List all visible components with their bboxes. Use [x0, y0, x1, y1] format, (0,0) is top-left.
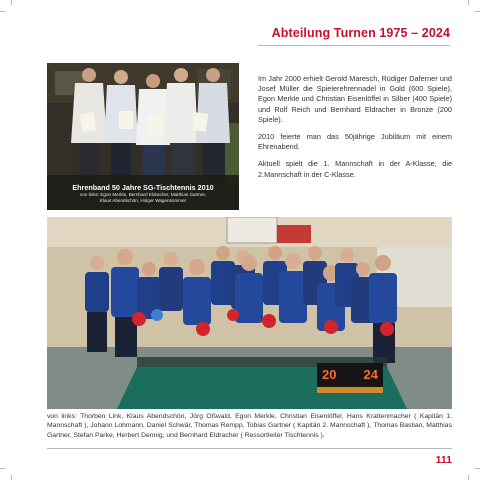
award-caption-names: von links: Egon Merkle, Bernhard Eldracher, Matthias Gartner, — [79, 192, 207, 197]
body-text — [258, 74, 452, 187]
paragraph: Aktuell spielt die 1. Mannschaft in der A-Klasse, die 2.Mannschaft in der C-Klasse. — [258, 159, 452, 179]
crop-mark — [11, 0, 12, 5]
crop-mark — [0, 468, 5, 469]
team-photo — [47, 217, 452, 409]
award-group-photo — [47, 63, 239, 210]
crop-mark — [468, 0, 469, 5]
crop-mark — [475, 11, 480, 12]
award-caption-names-2: Klaus Abendschön, Holger Wagensommer — [99, 198, 187, 203]
award-caption-title: Ehrenband 50 Jahre SG-Tischtennis 2010 — [72, 183, 214, 192]
crop-mark — [475, 468, 480, 469]
crop-mark — [0, 11, 5, 12]
scoreboard — [322, 366, 378, 384]
score-away: 24 — [363, 367, 378, 382]
paragraph: Im Jahr 2000 erhielt Gerold Maresch, Rüdiger Daferner und Josef Müller die Spielerehrennadel in Gold (600 Spiele), Egon Merkle und Christian Eisenlöffel in Silber (400 Spiele) und Rolf Reich und Bernhard Eldracher in Bronze (200 Spiele). — [258, 74, 452, 124]
team-photo-caption: von links: Thorben Link, Klaus Abendschön, Jörg Oßwald, Egon Merkle, Christian Eisenlöffel, Hans Krattenmacher ( Kapitän 1. Mannschaft ), Johann Lohmann, Daniel Schwär, Thomas Rempp, Tobias Gartner ( Kapitän 2. Mannschaft ), Thomas Bastian, Matthias Gartner, Stefan Parke, Herbert Dennig, und Bernhard Eldracher ( Ressortleiter Tischtennis ). — [47, 413, 452, 439]
page-title: Abteilung Turnen 1975 – 2024 — [271, 26, 450, 40]
footer-divider — [47, 448, 452, 449]
crop-mark — [11, 475, 12, 480]
crop-mark — [468, 475, 469, 480]
score-home: 20 — [322, 367, 337, 382]
page-number: 111 — [435, 454, 452, 466]
award-photo-caption — [47, 183, 239, 204]
title-divider — [258, 45, 450, 46]
paragraph: 2010 feierte man das 50jährige Jubiläum mit einem Ehrenabend. — [258, 132, 452, 152]
team-illustration — [47, 217, 452, 409]
